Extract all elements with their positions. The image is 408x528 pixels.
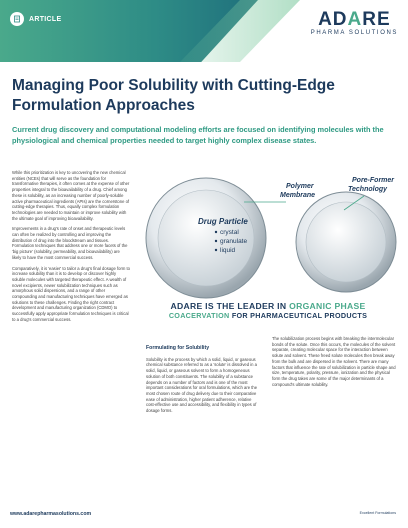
paragraph: While this prioritization is key to uncovering the new chemical entities (NCEs) that will serve as the foundation for transformative therapies, it often comes at the expense of other properties integral to the bioavailability of a drug. Chief among these is solubility, as an increasing number of poorly-soluble active pharmaceutical ingredients (APIs) are the cornerstone of cutting-edge therapies. Thus, equally complex formulation technologies are needed to maintain or improve solubility with the ultimate goal of improving bioavailability. <box>12 170 130 221</box>
footer-website-link[interactable]: www.adarepharmasolutions.com <box>10 511 92 517</box>
logo-wordmark: ADARE <box>318 9 391 30</box>
pore-label-2: Technology <box>348 186 388 193</box>
footer-tagline: Excellent Formulations <box>359 511 396 515</box>
paragraph: The solubilization process begins with breaking the intermolecular bonds of the solute. Once this occurs, the molecules of the solvent separate, creating molecular space for the interaction between solute and solvent. These freed solute molecules then break away from the bulk and are dispersed in the solvent. There are many factors that influence the rate of solubilization in particle shape and size, temperature, polarity, pressure, ionization and the physical form the drug takes are some of the major determinants of a compound's ultimate solubility. <box>272 336 396 387</box>
badge-label: ARTICLE <box>29 15 62 23</box>
bullet-dot <box>215 231 217 233</box>
header <box>0 0 408 62</box>
particle-label: Drug Particle <box>198 217 248 226</box>
paragraph: Comparatively, it is 'easier' to tailor a drug's final dosage form to increase solubility than it is to develop or discover highly soluble molecules with targeted therapeutic effect. A wealth of novel excipients, newer solubilization techniques such as amorphous solid dispersions, and a range of other compounding and manufacturing techniques have emerged as solutions to these challenges. Finding the right contract development and manufacturing organization (CDMO) to successfully apply appropriate formulation techniques is critical to a drug's commercial success. <box>12 265 130 322</box>
leader-banner <box>136 300 400 328</box>
page-title: Managing Poor Solubility with Cutting-Edge Formulation Approaches <box>12 77 335 114</box>
bullet-dot <box>215 249 217 251</box>
polymer-label-2: Membrane <box>280 192 316 199</box>
section-heading: Formulating for Solubility <box>146 345 210 351</box>
polymer-label-1: Polymer <box>286 183 314 190</box>
bullet-granulate: granulate <box>220 238 248 245</box>
column-right <box>272 336 396 392</box>
bullet-dot <box>215 240 217 242</box>
adare-logo <box>311 10 398 36</box>
left-microcapsule <box>146 178 266 298</box>
pore-label-1: Pore-Former <box>352 177 395 184</box>
bullet-crystal: crystal <box>220 229 239 236</box>
article-badge <box>10 12 61 26</box>
banner-line-2: COACERVATION FOR PHARMACEUTICAL PRODUCTS <box>168 311 368 320</box>
article-icon <box>10 12 24 26</box>
paragraph: Solubility is the process by which a solid, liquid, or gaseous chemical substance referred to as a 'solute' is dissolved in a solid, liquid, or gaseous solvent to form a homogeneous solution of both constituents. The solubility of a substance depends on a number of factors and is one of the most important considerations for oral formulations, which are the most chosen route of drug delivery due to their comparative ease of administration, higher patient adherence, relative cost-effective use and accessibility, and flexibility in types of dosage forms. <box>146 356 258 414</box>
banner-line-1: ADARE IS THE LEADER IN ORGANIC PHASE <box>170 301 366 311</box>
paragraph: Improvements in a drug's rate of onset and therapeutic levels can often be realized by controlling and improving the distribution of drug into the bloodstream and tissues. Formulation techniques that address one or more facets of the 'big picture' (solubility, permeability, and bioavailability) are likely to have the most commercial success. <box>12 226 128 260</box>
column-middle <box>146 346 260 419</box>
footer <box>0 506 408 528</box>
column-left <box>12 170 130 328</box>
bullet-liquid: liquid <box>220 247 236 254</box>
logo-subtitle: PHARMA SOLUTIONS <box>310 30 398 36</box>
deck-text: Current drug discovery and computational modeling efforts are focused on identifying molecules with the physiological and chemical properties needed to target highly complex disease states. <box>12 125 384 145</box>
right-microcapsule <box>296 192 396 292</box>
